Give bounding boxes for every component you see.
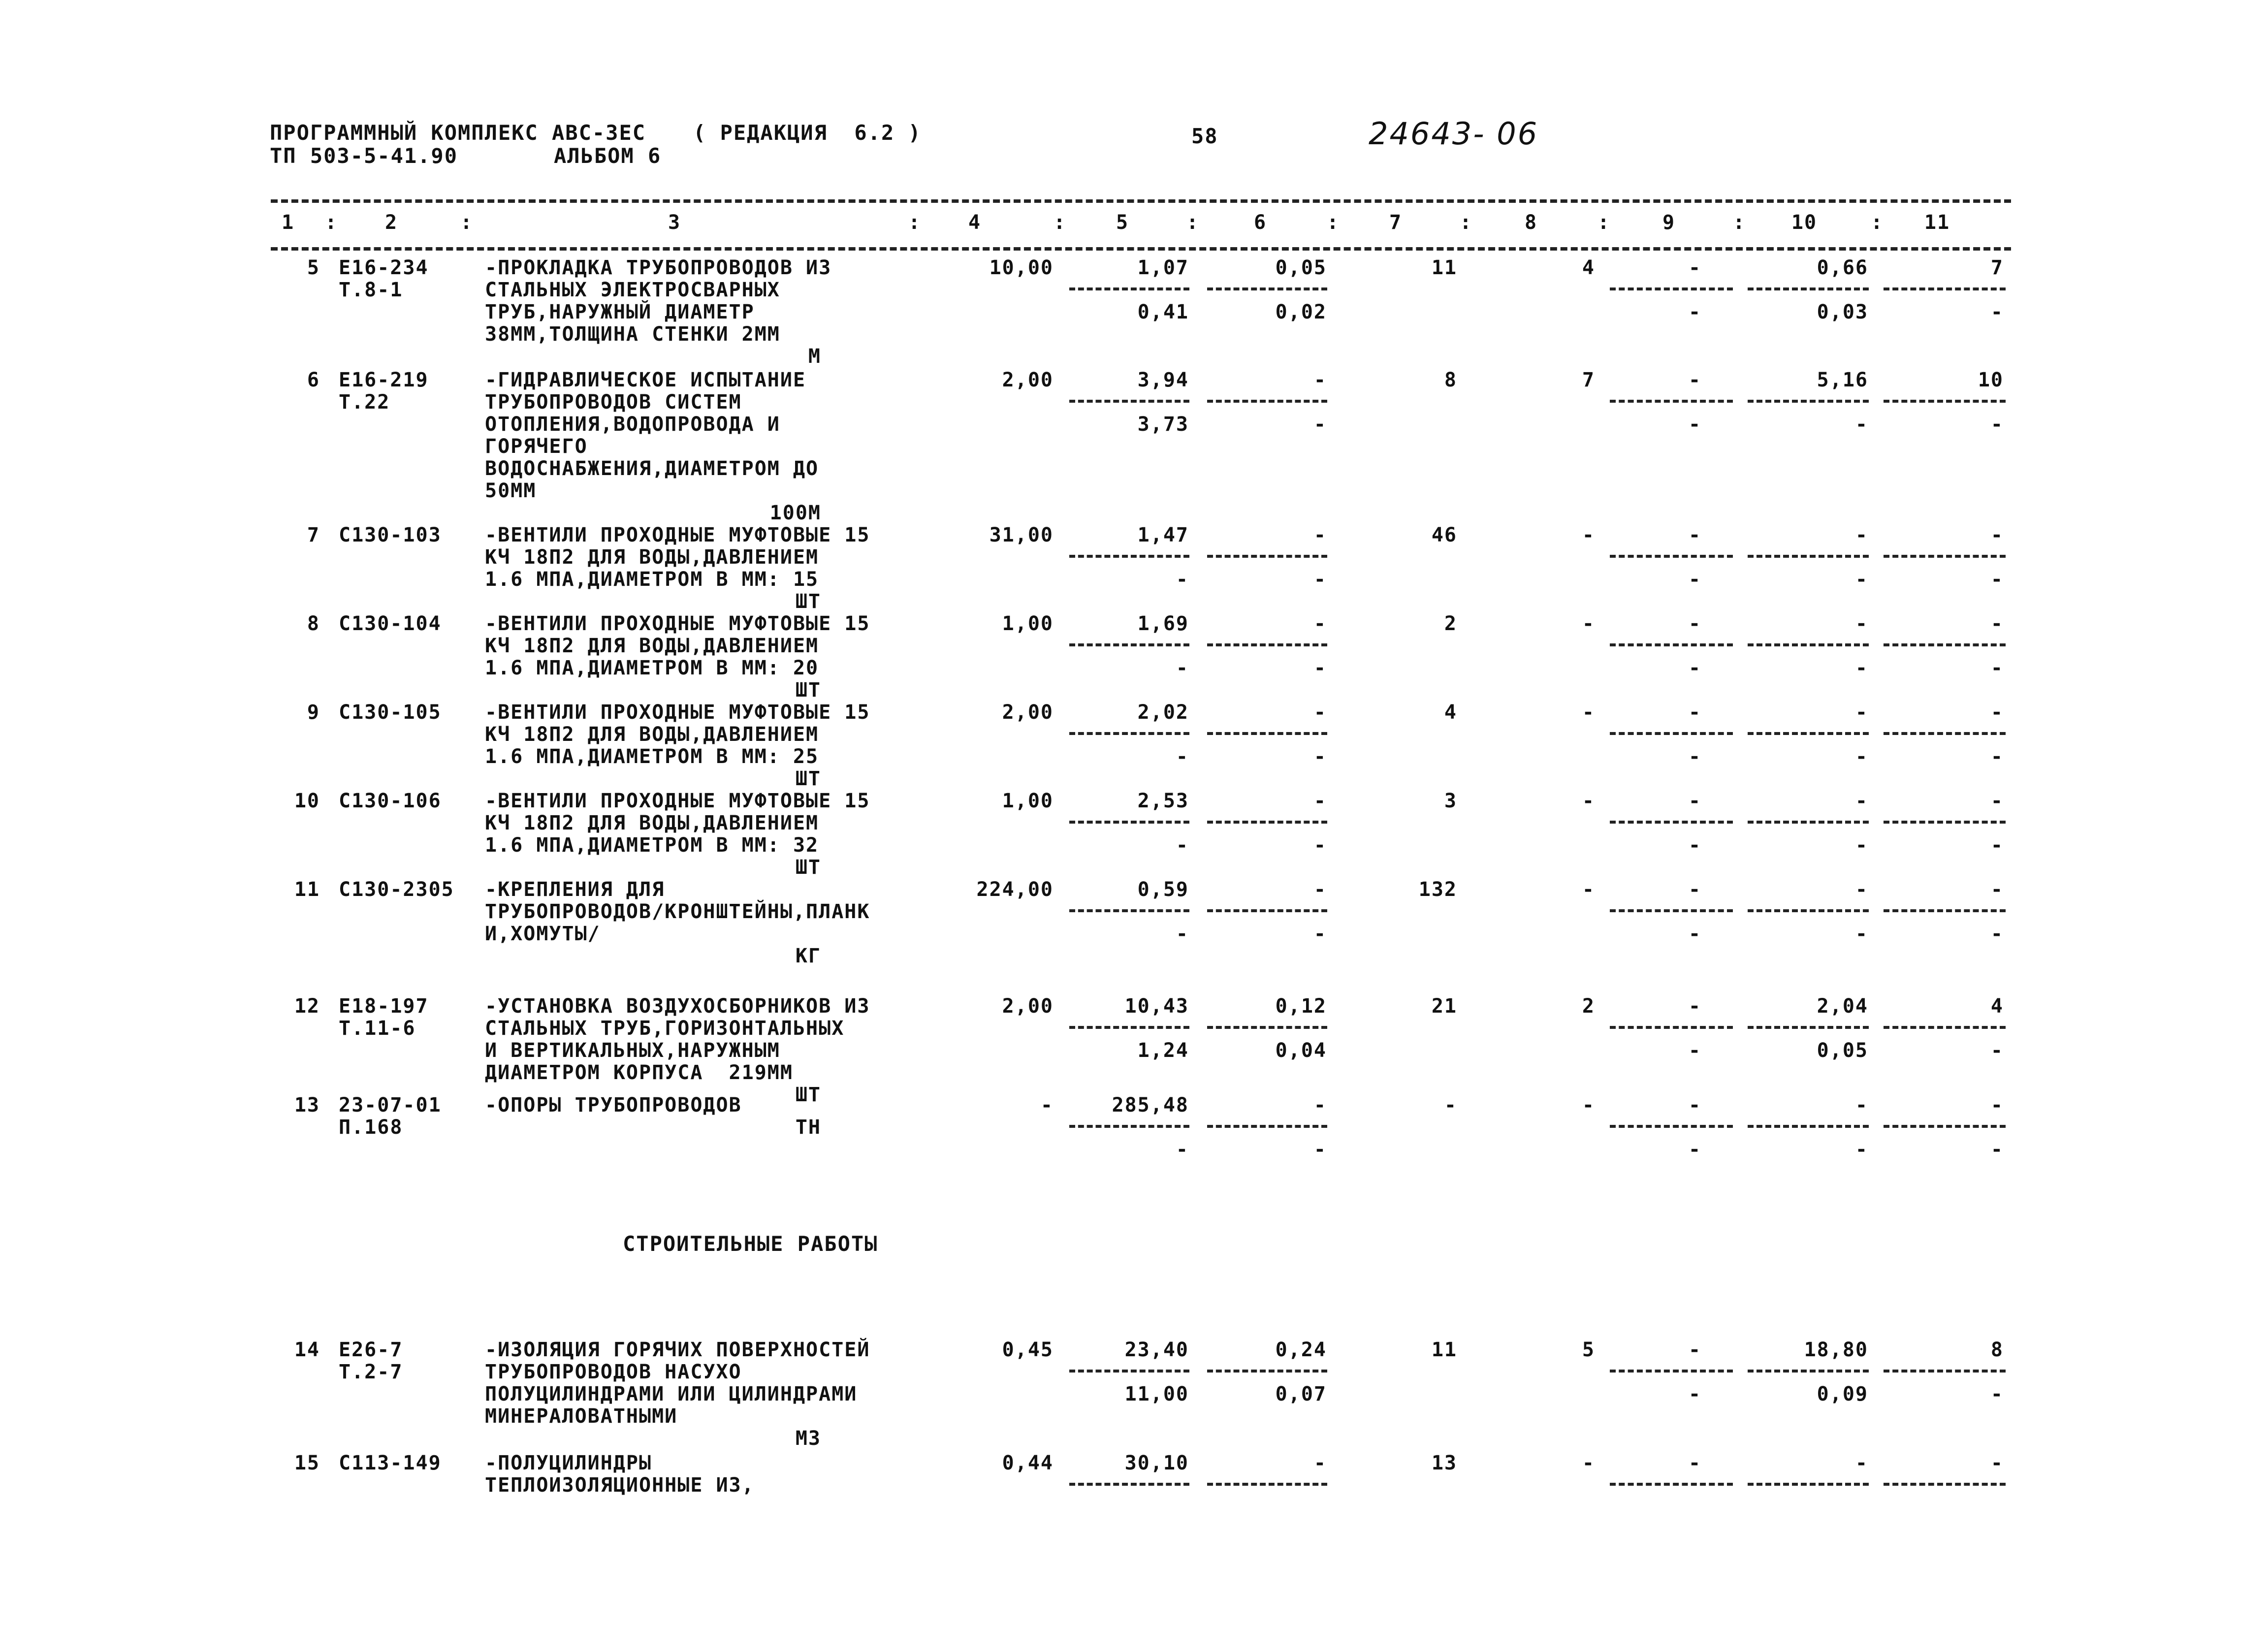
handwritten-reference: 24643- 06 bbox=[1369, 116, 1539, 152]
col11-value: - bbox=[1990, 568, 2004, 591]
rate-code: Т.2-7 bbox=[339, 1361, 403, 1383]
work-description: 38ММ,ТОЛЩИНА СТЕНКИ 2ММ bbox=[485, 323, 780, 346]
subtotal-separator bbox=[1069, 287, 1189, 290]
rate-code: E16-234 bbox=[339, 256, 429, 279]
rate-code: Т.8-1 bbox=[339, 279, 403, 301]
row-number: 8 bbox=[307, 612, 320, 635]
subtotal-separator bbox=[1069, 555, 1189, 558]
subtotal-separator bbox=[1610, 732, 1733, 735]
work-description: ТЕПЛОИЗОЛЯЦИОННЫЕ ИЗ, bbox=[485, 1474, 755, 1497]
subtotal-separator bbox=[1069, 643, 1189, 646]
col7-value: 8 bbox=[1444, 369, 1457, 391]
subtotal-separator bbox=[1884, 1026, 2006, 1029]
work-description: ГОРЯЧЕГО bbox=[485, 435, 588, 458]
work-description: -ОПОРЫ ТРУБОПРОВОДОВ bbox=[485, 1094, 742, 1117]
col9-value: - bbox=[1688, 413, 1702, 436]
rate-code: Т.22 bbox=[339, 391, 390, 414]
rate-code: E16-219 bbox=[339, 369, 429, 391]
subtotal-separator bbox=[1748, 643, 1869, 646]
col10-value: - bbox=[1855, 923, 1868, 945]
col9-value: - bbox=[1688, 369, 1702, 391]
work-description: ВОДОСНАБЖЕНИЯ,ДИАМЕТРОМ ДО bbox=[485, 457, 819, 480]
col6-value: - bbox=[1313, 568, 1327, 591]
col11-value: 8 bbox=[1990, 1339, 2004, 1361]
work-description: СТАЛЬНЫХ ТРУБ,ГОРИЗОНТАЛЬНЫХ bbox=[485, 1017, 845, 1040]
col5-value: 1,47 bbox=[1137, 524, 1189, 546]
col8-value: 2 bbox=[1582, 995, 1595, 1018]
work-description: -ВЕНТИЛИ ПРОХОДНЫЕ МУФТОВЫЕ 15 bbox=[485, 612, 870, 635]
subtotal-separator bbox=[1069, 821, 1189, 824]
col5-value: 1,07 bbox=[1137, 256, 1189, 279]
col7-value: - bbox=[1444, 1094, 1457, 1117]
work-description: ПОЛУЦИЛИНДРАМИ ИЛИ ЦИЛИНДРАМИ bbox=[485, 1383, 858, 1405]
subtotal-separator bbox=[1207, 287, 1327, 290]
subtotal-separator bbox=[1610, 643, 1733, 646]
col11-value: - bbox=[1990, 745, 2004, 768]
column-header-9: 9 bbox=[1662, 211, 1676, 234]
work-description: -ВЕНТИЛИ ПРОХОДНЫЕ МУФТОВЫЕ 15 bbox=[485, 701, 870, 724]
subtotal-separator bbox=[1748, 400, 1869, 403]
col9-value: - bbox=[1688, 1383, 1702, 1405]
subtotal-separator bbox=[1207, 643, 1327, 646]
col9-value: - bbox=[1688, 995, 1702, 1018]
work-description: -ПРОКЛАДКА ТРУБОПРОВОДОВ ИЗ bbox=[485, 256, 832, 279]
subtotal-separator bbox=[1884, 287, 2006, 290]
col8-value: - bbox=[1582, 790, 1595, 812]
subtotal-separator bbox=[1884, 1370, 2006, 1373]
col11-value: - bbox=[1990, 524, 2004, 546]
work-description: -ИЗОЛЯЦИЯ ГОРЯЧИХ ПОВЕРХНОСТЕЙ bbox=[485, 1339, 870, 1361]
col11-value: - bbox=[1990, 1138, 2004, 1161]
work-description: 50ММ bbox=[485, 479, 537, 502]
rate-code: П.168 bbox=[339, 1116, 403, 1139]
subtotal-separator bbox=[1610, 1026, 1733, 1029]
subtotal-separator bbox=[1069, 1370, 1189, 1373]
subtotal-separator bbox=[1748, 1026, 1869, 1029]
subtotal-separator bbox=[1610, 1483, 1733, 1486]
subtotal-separator bbox=[1610, 1125, 1733, 1128]
page-number: 58 bbox=[1191, 124, 1218, 148]
col10-value: - bbox=[1855, 1094, 1868, 1117]
col11-value: - bbox=[1990, 301, 2004, 323]
subtotal-separator bbox=[1207, 1026, 1327, 1029]
col8-value: - bbox=[1582, 1452, 1595, 1474]
col10-value: 0,05 bbox=[1817, 1039, 1868, 1062]
column-header-7: 7 bbox=[1389, 211, 1403, 234]
col10-value: - bbox=[1855, 790, 1868, 812]
quantity-value: 0,44 bbox=[1002, 1452, 1054, 1474]
rate-code: C130-2305 bbox=[339, 878, 454, 901]
work-description: И,ХОМУТЫ/ bbox=[485, 923, 601, 945]
col6-value: - bbox=[1313, 1452, 1327, 1474]
unit-of-measure: М bbox=[808, 345, 821, 368]
col5-value: 30,10 bbox=[1124, 1452, 1189, 1474]
col5-value: - bbox=[1176, 923, 1189, 945]
col5-value: 285,48 bbox=[1112, 1094, 1189, 1117]
subtotal-separator bbox=[1884, 555, 2006, 558]
col9-value: - bbox=[1688, 701, 1702, 724]
subtotal-separator bbox=[1884, 400, 2006, 403]
unit-of-measure: М3 bbox=[795, 1427, 821, 1450]
subtotal-separator bbox=[1610, 909, 1733, 912]
col10-value: 2,04 bbox=[1817, 995, 1868, 1018]
work-description: -КРЕПЛЕНИЯ ДЛЯ bbox=[485, 878, 665, 901]
col6-value: - bbox=[1313, 413, 1327, 436]
col6-value: - bbox=[1313, 369, 1327, 391]
work-description: -ВЕНТИЛИ ПРОХОДНЫЕ МУФТОВЫЕ 15 bbox=[485, 524, 870, 546]
col5-value: 2,02 bbox=[1137, 701, 1189, 724]
col6-value: - bbox=[1313, 834, 1327, 857]
col8-value: - bbox=[1582, 1094, 1595, 1117]
work-description: КЧ 18П2 ДЛЯ ВОДЫ,ДАВЛЕНИЕМ bbox=[485, 812, 819, 834]
col7-value: 132 bbox=[1418, 878, 1457, 901]
col6-value: - bbox=[1313, 1094, 1327, 1117]
col11-value: - bbox=[1990, 923, 2004, 945]
row-number: 12 bbox=[294, 995, 320, 1018]
col9-value: - bbox=[1688, 657, 1702, 679]
col8-value: - bbox=[1582, 524, 1595, 546]
unit-of-measure: ШТ bbox=[795, 767, 821, 790]
col6-value: 0,12 bbox=[1275, 995, 1327, 1018]
work-description: ТРУБОПРОВОДОВ СИСТЕМ bbox=[485, 391, 742, 414]
col10-value: - bbox=[1855, 413, 1868, 436]
col5-value: - bbox=[1176, 745, 1189, 768]
col5-value: 3,94 bbox=[1137, 369, 1189, 391]
column-header-1: 1 bbox=[281, 211, 295, 234]
work-description: ТРУБ,НАРУЖНЫЙ ДИАМЕТР bbox=[485, 301, 755, 323]
unit-of-measure: ШТ bbox=[795, 679, 821, 702]
program-title: ПРОГРАММНЫЙ КОМПЛЕКС АВС-ЗЕС bbox=[270, 121, 646, 145]
col9-value: - bbox=[1688, 612, 1702, 635]
section-title: СТРОИТЕЛЬНЫЕ РАБОТЫ bbox=[623, 1232, 878, 1256]
row-number: 6 bbox=[307, 369, 320, 391]
subtotal-separator bbox=[1207, 555, 1327, 558]
quantity-value: 224,00 bbox=[976, 878, 1054, 901]
subtotal-separator bbox=[1069, 1026, 1189, 1029]
col10-value: 0,09 bbox=[1817, 1383, 1868, 1405]
rate-code: C113-149 bbox=[339, 1452, 442, 1474]
subtotal-separator bbox=[1207, 732, 1327, 735]
col7-value: 2 bbox=[1444, 612, 1457, 635]
col6-value: - bbox=[1313, 612, 1327, 635]
column-header-6: 6 bbox=[1253, 211, 1267, 234]
col6-value: 0,04 bbox=[1275, 1039, 1327, 1062]
col10-value: - bbox=[1855, 745, 1868, 768]
col11-value: - bbox=[1990, 790, 2004, 812]
col5-value: 0,41 bbox=[1137, 301, 1189, 323]
col10-value: - bbox=[1855, 834, 1868, 857]
row-number: 14 bbox=[294, 1339, 320, 1361]
col5-value: 3,73 bbox=[1137, 413, 1189, 436]
subtotal-separator bbox=[1748, 555, 1869, 558]
work-description: И ВЕРТИКАЛЬНЫХ,НАРУЖНЫМ bbox=[485, 1039, 780, 1062]
col6-value: 0,24 bbox=[1275, 1339, 1327, 1361]
col10-value: 18,80 bbox=[1804, 1339, 1868, 1361]
col10-value: 0,03 bbox=[1817, 301, 1868, 323]
col5-value: 11,00 bbox=[1124, 1383, 1189, 1405]
col9-value: - bbox=[1688, 834, 1702, 857]
rate-code: E18-197 bbox=[339, 995, 429, 1018]
subtotal-separator bbox=[1610, 555, 1733, 558]
col7-value: 21 bbox=[1431, 995, 1457, 1018]
subtotal-separator bbox=[1069, 1125, 1189, 1128]
work-description: -ВЕНТИЛИ ПРОХОДНЫЕ МУФТОВЫЕ 15 bbox=[485, 790, 870, 812]
column-header-11: 11 bbox=[1924, 211, 1950, 234]
subtotal-separator bbox=[1610, 1370, 1733, 1373]
col8-value: 4 bbox=[1582, 256, 1595, 279]
col6-value: - bbox=[1313, 923, 1327, 945]
col9-value: - bbox=[1688, 301, 1702, 323]
col9-value: - bbox=[1688, 878, 1702, 901]
work-description: СТАЛЬНЫХ ЭЛЕКТРОСВАРНЫХ bbox=[485, 279, 780, 301]
col11-value: - bbox=[1990, 413, 2004, 436]
header-bottom-rule bbox=[271, 247, 2011, 251]
row-number: 15 bbox=[294, 1452, 320, 1474]
subtotal-separator bbox=[1884, 909, 2006, 912]
subtotal-separator bbox=[1207, 1370, 1327, 1373]
col6-value: - bbox=[1313, 790, 1327, 812]
quantity-value: 10,00 bbox=[989, 256, 1054, 279]
col5-value: 0,59 bbox=[1137, 878, 1189, 901]
row-number: 11 bbox=[294, 878, 320, 901]
col10-value: - bbox=[1855, 612, 1868, 635]
work-description: -ПОЛУЦИЛИНДРЫ bbox=[485, 1452, 652, 1474]
col9-value: - bbox=[1688, 524, 1702, 546]
col6-value: - bbox=[1313, 1138, 1327, 1161]
subtotal-separator bbox=[1748, 287, 1869, 290]
col10-value: - bbox=[1855, 878, 1868, 901]
row-number: 9 bbox=[307, 701, 320, 724]
col11-value: - bbox=[1990, 657, 2004, 679]
col10-value: - bbox=[1855, 568, 1868, 591]
column-header-5: 5 bbox=[1116, 211, 1129, 234]
col11-value: 10 bbox=[1978, 369, 2004, 391]
subtotal-separator bbox=[1748, 1125, 1869, 1128]
col11-value: - bbox=[1990, 1452, 2004, 1474]
col5-value: 23,40 bbox=[1124, 1339, 1189, 1361]
col9-value: - bbox=[1688, 256, 1702, 279]
col5-value: 10,43 bbox=[1124, 995, 1189, 1018]
col11-value: - bbox=[1990, 612, 2004, 635]
subtotal-separator bbox=[1207, 909, 1327, 912]
rate-code: E26-7 bbox=[339, 1339, 403, 1361]
col8-value: - bbox=[1582, 878, 1595, 901]
row-number: 10 bbox=[294, 790, 320, 812]
col11-value: - bbox=[1990, 834, 2004, 857]
subtotal-separator bbox=[1884, 643, 2006, 646]
col10-value: 0,66 bbox=[1817, 256, 1868, 279]
col9-value: - bbox=[1688, 1094, 1702, 1117]
column-separator: : bbox=[908, 211, 922, 234]
col5-value: - bbox=[1176, 657, 1189, 679]
work-description: 1.6 МПА,ДИАМЕТРОМ В ММ: 15 bbox=[485, 568, 819, 591]
col9-value: - bbox=[1688, 1138, 1702, 1161]
unit-of-measure: 100М bbox=[769, 502, 821, 524]
col6-value: 0,05 bbox=[1275, 256, 1327, 279]
column-separator: : bbox=[1186, 211, 1200, 234]
subtotal-separator bbox=[1069, 400, 1189, 403]
col9-value: - bbox=[1688, 923, 1702, 945]
col7-value: 4 bbox=[1444, 701, 1457, 724]
col9-value: - bbox=[1688, 568, 1702, 591]
col9-value: - bbox=[1688, 1039, 1702, 1062]
rate-code: C130-105 bbox=[339, 701, 442, 724]
subtotal-separator bbox=[1884, 732, 2006, 735]
subtotal-separator bbox=[1884, 1483, 2006, 1486]
work-description: ДИАМЕТРОМ КОРПУСА 219ММ bbox=[485, 1061, 793, 1084]
work-description: ТРУБОПРОВОДОВ/КРОНШТЕЙНЫ,ПЛАНК bbox=[485, 900, 870, 923]
row-number: 7 bbox=[307, 524, 320, 546]
album-label: АЛЬБОМ 6 bbox=[554, 144, 662, 168]
column-separator: : bbox=[1327, 211, 1340, 234]
col6-value: 0,07 bbox=[1275, 1383, 1327, 1405]
subtotal-separator bbox=[1748, 1370, 1869, 1373]
work-description: ОТОПЛЕНИЯ,ВОДОПРОВОДА И bbox=[485, 413, 780, 436]
row-number: 13 bbox=[294, 1094, 320, 1117]
subtotal-separator bbox=[1207, 1483, 1327, 1486]
col6-value: - bbox=[1313, 657, 1327, 679]
col7-value: 11 bbox=[1431, 256, 1457, 279]
column-separator: : bbox=[1597, 211, 1611, 234]
rate-code: Т.11-6 bbox=[339, 1017, 416, 1040]
rate-code: 23-07-01 bbox=[339, 1094, 442, 1117]
column-separator: : bbox=[325, 211, 338, 234]
rate-code: C130-104 bbox=[339, 612, 442, 635]
subtotal-separator bbox=[1069, 732, 1189, 735]
col11-value: - bbox=[1990, 701, 2004, 724]
subtotal-separator bbox=[1748, 1483, 1869, 1486]
column-separator: : bbox=[1871, 211, 1884, 234]
subtotal-separator bbox=[1610, 287, 1733, 290]
column-separator: : bbox=[1733, 211, 1746, 234]
rate-code: C130-106 bbox=[339, 790, 442, 812]
col10-value: - bbox=[1855, 701, 1868, 724]
column-header-10: 10 bbox=[1791, 211, 1818, 234]
work-description: 1.6 МПА,ДИАМЕТРОМ В ММ: 25 bbox=[485, 745, 819, 768]
header-top-rule bbox=[271, 199, 2011, 203]
col5-value: - bbox=[1176, 568, 1189, 591]
col11-value: 4 bbox=[1990, 995, 2004, 1018]
subtotal-separator bbox=[1748, 821, 1869, 824]
col10-value: - bbox=[1855, 524, 1868, 546]
unit-of-measure: ТН bbox=[795, 1116, 821, 1139]
col7-value: 11 bbox=[1431, 1339, 1457, 1361]
work-description: 1.6 МПА,ДИАМЕТРОМ В ММ: 32 bbox=[485, 834, 819, 857]
work-description: КЧ 18П2 ДЛЯ ВОДЫ,ДАВЛЕНИЕМ bbox=[485, 635, 819, 657]
subtotal-separator bbox=[1069, 1483, 1189, 1486]
col5-value: 2,53 bbox=[1137, 790, 1189, 812]
col5-value: 1,69 bbox=[1137, 612, 1189, 635]
unit-of-measure: ШТ bbox=[795, 1084, 821, 1106]
col11-value: 7 bbox=[1990, 256, 2004, 279]
col6-value: - bbox=[1313, 878, 1327, 901]
work-description: 1.6 МПА,ДИАМЕТРОМ В ММ: 20 bbox=[485, 657, 819, 679]
col8-value: 7 bbox=[1582, 369, 1595, 391]
subtotal-separator bbox=[1207, 400, 1327, 403]
column-header-8: 8 bbox=[1524, 211, 1538, 234]
work-description: ТРУБОПРОВОДОВ НАСУХО bbox=[485, 1361, 742, 1383]
quantity-value: 31,00 bbox=[989, 524, 1054, 546]
col5-value: - bbox=[1176, 834, 1189, 857]
col8-value: - bbox=[1582, 612, 1595, 635]
col8-value: 5 bbox=[1582, 1339, 1595, 1361]
unit-of-measure: ШТ bbox=[795, 856, 821, 879]
col9-value: - bbox=[1688, 1339, 1702, 1361]
col11-value: - bbox=[1990, 1383, 2004, 1405]
row-number: 5 bbox=[307, 256, 320, 279]
subtotal-separator bbox=[1748, 909, 1869, 912]
col7-value: 3 bbox=[1444, 790, 1457, 812]
col6-value: - bbox=[1313, 745, 1327, 768]
col9-value: - bbox=[1688, 745, 1702, 768]
subtotal-separator bbox=[1748, 732, 1869, 735]
subtotal-separator bbox=[1884, 1125, 2006, 1128]
work-description: КЧ 18П2 ДЛЯ ВОДЫ,ДАВЛЕНИЕМ bbox=[485, 546, 819, 569]
col10-value: - bbox=[1855, 657, 1868, 679]
col7-value: 46 bbox=[1431, 524, 1457, 546]
col11-value: - bbox=[1990, 1094, 2004, 1117]
col6-value: - bbox=[1313, 701, 1327, 724]
column-separator: : bbox=[1460, 211, 1473, 234]
subtotal-separator bbox=[1884, 821, 2006, 824]
quantity-value: 1,00 bbox=[1002, 790, 1054, 812]
work-description: МИНЕРАЛОВАТНЫМИ bbox=[485, 1405, 678, 1428]
col8-value: - bbox=[1582, 701, 1595, 724]
work-description: -ГИДРАВЛИЧЕСКОЕ ИСПЫТАНИЕ bbox=[485, 369, 806, 391]
subtotal-separator bbox=[1610, 400, 1733, 403]
col10-value: 5,16 bbox=[1817, 369, 1868, 391]
subtotal-separator bbox=[1207, 821, 1327, 824]
col5-value: - bbox=[1176, 1138, 1189, 1161]
col11-value: - bbox=[1990, 1039, 2004, 1062]
col10-value: - bbox=[1855, 1452, 1868, 1474]
unit-of-measure: КГ bbox=[795, 945, 821, 967]
quantity-value: 0,45 bbox=[1002, 1339, 1054, 1361]
quantity-value: - bbox=[1040, 1094, 1054, 1117]
col6-value: 0,02 bbox=[1275, 301, 1327, 323]
quantity-value: 2,00 bbox=[1002, 701, 1054, 724]
col10-value: - bbox=[1855, 1138, 1868, 1161]
column-header-2: 2 bbox=[384, 211, 398, 234]
col11-value: - bbox=[1990, 878, 2004, 901]
edition-label: ( РЕДАКЦИЯ 6.2 ) bbox=[693, 121, 922, 145]
column-header-3: 3 bbox=[668, 211, 681, 234]
col7-value: 13 bbox=[1431, 1452, 1457, 1474]
subtotal-separator bbox=[1207, 1125, 1327, 1128]
subtotal-separator bbox=[1610, 821, 1733, 824]
quantity-value: 2,00 bbox=[1002, 369, 1054, 391]
col9-value: - bbox=[1688, 1452, 1702, 1474]
column-header-4: 4 bbox=[968, 211, 982, 234]
work-description: КЧ 18П2 ДЛЯ ВОДЫ,ДАВЛЕНИЕМ bbox=[485, 723, 819, 746]
quantity-value: 2,00 bbox=[1002, 995, 1054, 1018]
rate-code: C130-103 bbox=[339, 524, 442, 546]
col5-value: 1,24 bbox=[1137, 1039, 1189, 1062]
col6-value: - bbox=[1313, 524, 1327, 546]
column-separator: : bbox=[1054, 211, 1067, 234]
col9-value: - bbox=[1688, 790, 1702, 812]
project-code: ТП 503-5-41.90 bbox=[270, 144, 458, 168]
unit-of-measure: ШТ bbox=[795, 590, 821, 613]
column-separator: : bbox=[460, 211, 474, 234]
work-description: -УСТАНОВКА ВОЗДУХОСБОРНИКОВ ИЗ bbox=[485, 995, 870, 1018]
subtotal-separator bbox=[1069, 909, 1189, 912]
quantity-value: 1,00 bbox=[1002, 612, 1054, 635]
